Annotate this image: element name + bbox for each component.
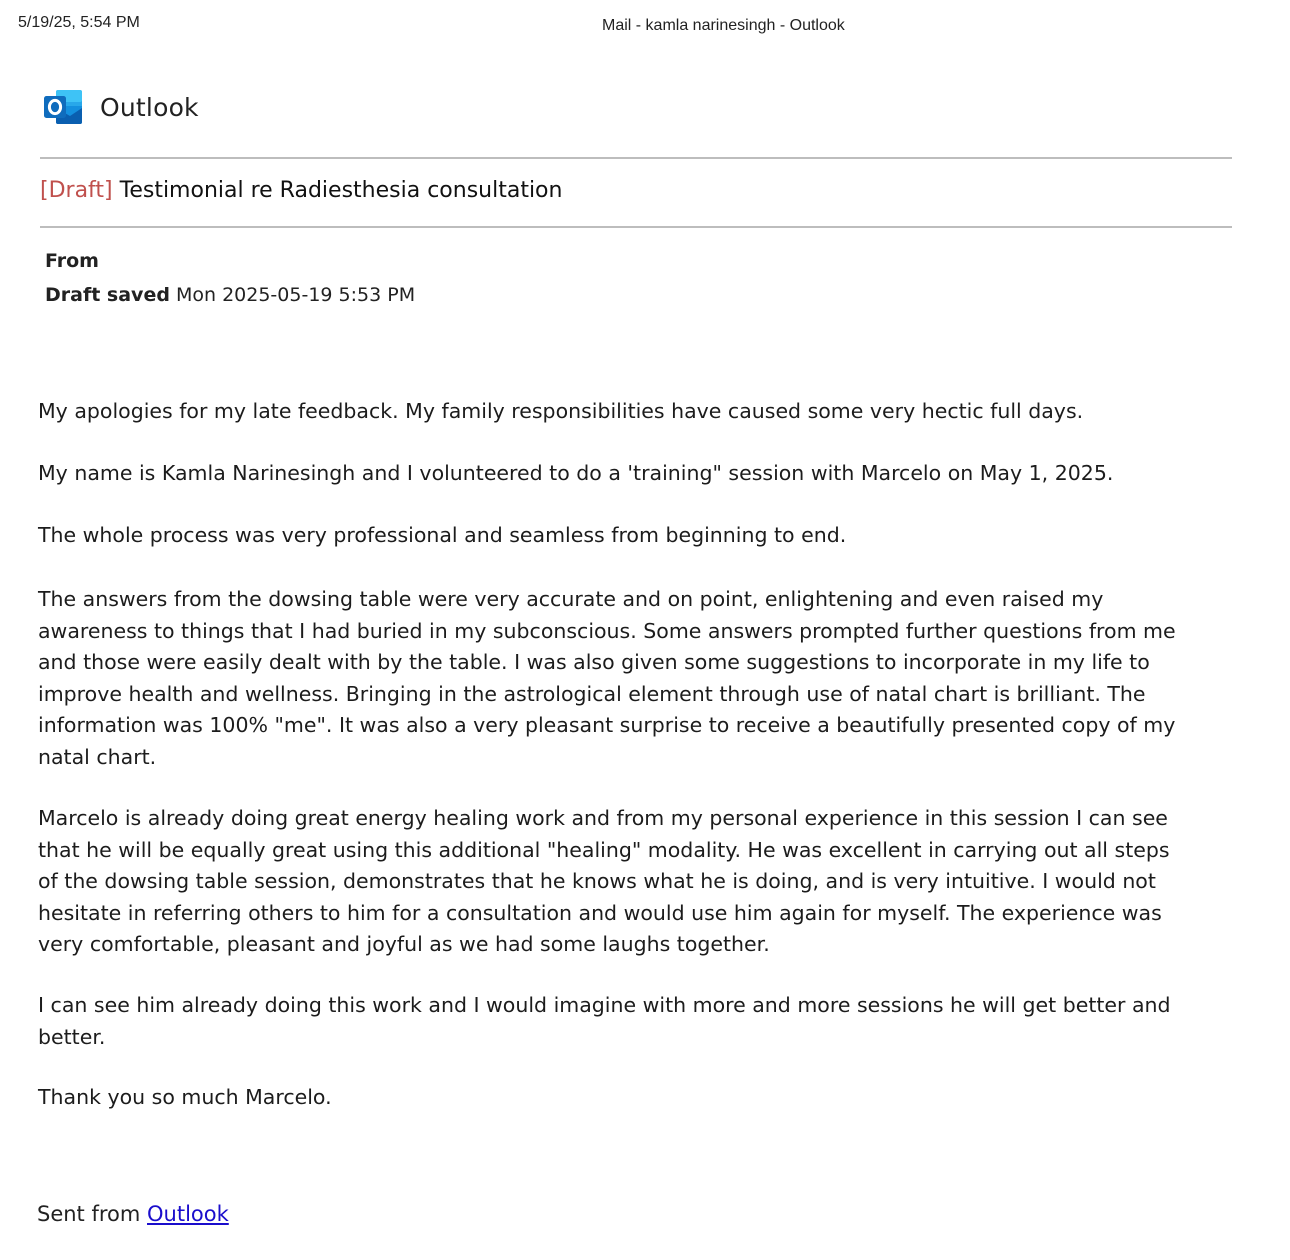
body-paragraph bbox=[38, 803, 1238, 961]
outlook-logo-icon bbox=[44, 88, 84, 126]
body-line: The answers from the dowsing table were very accurate and on point, enlightening and even raised my bbox=[38, 587, 1104, 611]
print-page-title: Mail - kamla narinesingh - Outlook bbox=[602, 17, 845, 34]
body-paragraph bbox=[38, 520, 1238, 552]
body-paragraph bbox=[38, 458, 1238, 490]
draft-saved-timestamp: Mon 2025-05-19 5:53 PM bbox=[175, 284, 416, 306]
print-header bbox=[0, 0, 1290, 50]
body-line: Marcelo is already doing great energy healing work and from my personal experience in this session I can see bbox=[38, 806, 1168, 830]
body-line: The whole process was very professional and seamless from beginning to end. bbox=[38, 523, 847, 547]
body-paragraph bbox=[38, 396, 1238, 428]
email-signature bbox=[37, 1202, 229, 1226]
print-date: 5/19/25, 5:54 PM bbox=[18, 14, 140, 31]
header-divider bbox=[40, 157, 1232, 159]
body-line: information was 100% "me". It was also a very pleasant surprise to receive a beautifully presented copy of my bbox=[38, 713, 1176, 737]
body-line: Thank you so much Marcelo. bbox=[38, 1085, 332, 1109]
draft-saved-row bbox=[45, 284, 415, 306]
body-line: I can see him already doing this work and I would imagine with more and more sessions he will get better and bbox=[38, 993, 1171, 1017]
body-line: very comfortable, pleasant and joyful as we had some laughs together. bbox=[38, 932, 770, 956]
body-line: better. bbox=[38, 1024, 106, 1049]
draft-saved-label: Draft saved bbox=[45, 284, 170, 306]
body-line: of the dowsing table session, demonstrates that he knows what he is doing, and is very intuitive. I would not bbox=[38, 869, 1156, 893]
body-line: natal chart. bbox=[38, 744, 157, 769]
draft-tag: [Draft] bbox=[40, 178, 113, 203]
subject-divider bbox=[40, 226, 1232, 228]
subject-text: Testimonial re Radiesthesia consultation bbox=[119, 178, 563, 203]
body-line: My apologies for my late feedback. My family responsibilities have caused some very hectic full days. bbox=[38, 399, 1084, 423]
body-paragraph bbox=[38, 584, 1238, 773]
from-label: From bbox=[45, 250, 99, 272]
signature-prefix: Sent from bbox=[37, 1202, 148, 1226]
body-line: My name is Kamla Narinesingh and I volunteered to do a 'training" session with Marcelo on May 1, 2025. bbox=[38, 461, 1114, 485]
body-paragraph bbox=[38, 1082, 1238, 1114]
body-line: and those were easily dealt with by the table. I was also given some suggestions to incorporate in my life to bbox=[38, 650, 1150, 674]
body-line: hesitate in referring others to him for a consultation and would use him again for myself. The experience was bbox=[38, 900, 1162, 925]
body-line: improve health and wellness. Bringing in the astrological element through use of natal chart is brilliant. The bbox=[38, 681, 1146, 706]
body-paragraph bbox=[38, 990, 1238, 1053]
outlook-link[interactable]: Outlook bbox=[147, 1202, 229, 1226]
body-line: that he will be equally great using this additional "healing" modality. He was excellent in carrying out all steps bbox=[38, 837, 1170, 862]
email-subject bbox=[40, 178, 562, 203]
body-line: awareness to things that I had buried in my subconscious. Some answers prompted further questions from me bbox=[38, 618, 1176, 643]
brand-name: Outlook bbox=[100, 92, 199, 122]
outlook-brand bbox=[44, 88, 199, 126]
